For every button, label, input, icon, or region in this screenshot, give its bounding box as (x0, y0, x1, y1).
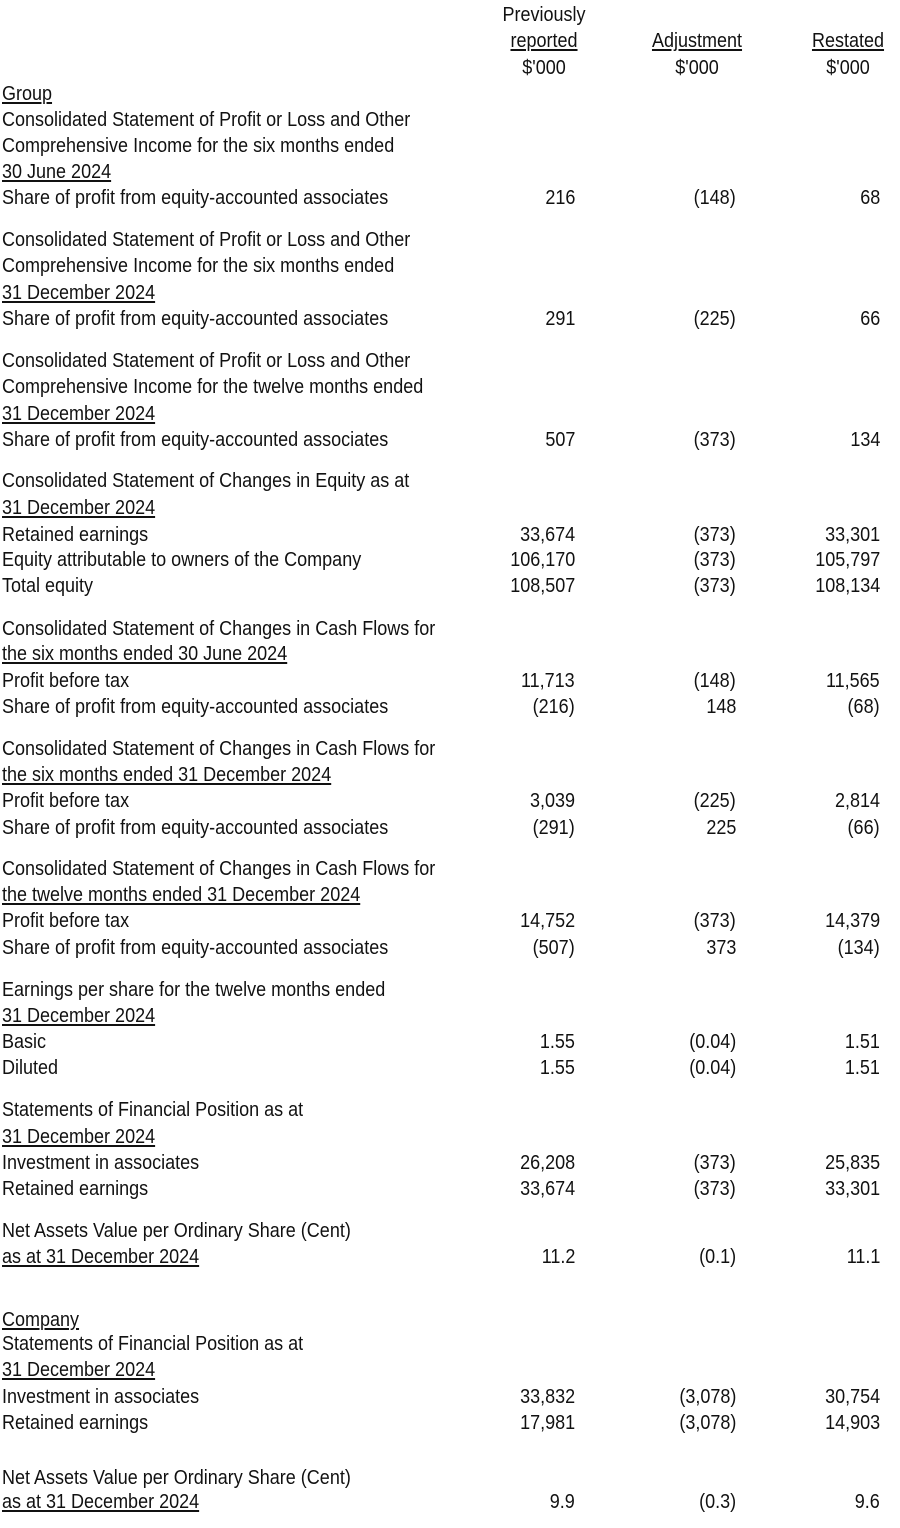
restated-value: 1.51 (844, 1031, 880, 1053)
previously-reported-value: 3,039 (529, 790, 575, 812)
row-label: Share of profit from equity-accounted associates (2, 429, 389, 451)
previously-reported-value: 14,752 (519, 910, 575, 932)
header-adjustment: Adjustment (651, 30, 743, 52)
adjustment-value: (225) (693, 790, 736, 812)
row-label: Share of profit from equity-accounted associates (2, 937, 389, 959)
row-label: Share of profit from equity-accounted associates (2, 696, 389, 718)
row-label: 31 December 2024 (2, 1126, 156, 1148)
adjustment-value: (373) (693, 429, 736, 451)
row-label: Consolidated Statement of Changes in Cash Flows for (2, 738, 436, 760)
header-restated: Restated (811, 30, 885, 52)
row-label: Consolidated Statement of Changes in Cash Flows for (2, 618, 436, 640)
adjustment-value: (148) (693, 670, 736, 692)
restated-value: 11.1 (846, 1246, 880, 1268)
previously-reported-value: 106,170 (509, 549, 575, 571)
previously-reported-value: (291) (532, 817, 575, 839)
adjustment-value: (0.04) (688, 1031, 736, 1053)
adjustment-value: (373) (693, 575, 736, 597)
row-label: Profit before tax (2, 910, 130, 932)
previously-reported-value: 33,674 (519, 1178, 575, 1200)
restated-value: 108,134 (814, 575, 880, 597)
restated-value: 2,814 (834, 790, 880, 812)
previously-reported-value: 11,713 (521, 670, 575, 692)
previously-reported-value: (507) (532, 937, 575, 959)
previously-reported-value: 33,832 (519, 1386, 575, 1408)
row-label: Profit before tax (2, 670, 130, 692)
previously-reported-value: (216) (532, 696, 575, 718)
row-label: Share of profit from equity-accounted associates (2, 817, 389, 839)
row-label: Group (2, 83, 53, 105)
adjustment-value: (0.3) (698, 1491, 736, 1513)
restated-value: 25,835 (824, 1152, 880, 1174)
restated-value: 14,903 (824, 1412, 880, 1434)
previously-reported-value: 216 (544, 187, 575, 209)
previously-reported-value: 33,674 (519, 524, 575, 546)
restated-value: 1.51 (844, 1057, 880, 1079)
row-label: Equity attributable to owners of the Company (2, 549, 362, 571)
row-label: Retained earnings (2, 524, 149, 546)
row-label: Share of profit from equity-accounted associates (2, 308, 389, 330)
row-label: Consolidated Statement of Profit or Loss and Other (2, 229, 411, 251)
row-label: Statements of Financial Position as at (2, 1333, 304, 1355)
row-label: Company (2, 1309, 80, 1331)
restated-value: 14,379 (824, 910, 880, 932)
restated-value: (66) (847, 817, 880, 839)
row-label: 31 December 2024 (2, 282, 156, 304)
row-label: the twelve months ended 31 December 2024 (2, 884, 361, 906)
previously-reported-value: 17,981 (519, 1412, 575, 1434)
row-label: Consolidated Statement of Changes in Equity as at (2, 470, 410, 492)
row-label: Consolidated Statement of Profit or Loss and Other (2, 350, 411, 372)
header-restated-unit: $'000 (826, 57, 870, 79)
row-label: 30 June 2024 (2, 161, 112, 183)
row-label: Net Assets Value per Ordinary Share (Cent) (2, 1220, 351, 1242)
adjustment-value: (373) (693, 1152, 736, 1174)
adjustment-value: (0.1) (698, 1246, 736, 1268)
restated-value: 33,301 (824, 1178, 880, 1200)
previously-reported-value: 26,208 (519, 1152, 575, 1174)
row-label: Consolidated Statement of Changes in Cash Flows for (2, 858, 436, 880)
row-label: Retained earnings (2, 1178, 149, 1200)
row-label: Comprehensive Income for the six months ended (2, 135, 395, 157)
adjustment-value: (373) (693, 910, 736, 932)
row-label: Earnings per share for the twelve months ended (2, 979, 386, 1001)
row-label: Statements of Financial Position as at (2, 1099, 304, 1121)
row-label: as at 31 December 2024 (2, 1246, 200, 1268)
row-label: Retained earnings (2, 1412, 149, 1434)
restated-value: 68 (859, 187, 880, 209)
row-label: Total equity (2, 575, 94, 597)
row-label: 31 December 2024 (2, 403, 156, 425)
row-label: the six months ended 31 December 2024 (2, 764, 332, 786)
adjustment-value: (225) (693, 308, 736, 330)
restated-value: 9.6 (854, 1491, 880, 1513)
row-label: 31 December 2024 (2, 1005, 156, 1027)
restated-value: 33,301 (824, 524, 880, 546)
adjustment-value: (373) (693, 524, 736, 546)
restated-value: (68) (847, 696, 880, 718)
row-label: the six months ended 30 June 2024 (2, 643, 288, 665)
adjustment-value: 148 (705, 696, 736, 718)
restated-value: 134 (849, 429, 880, 451)
row-label: Consolidated Statement of Profit or Loss and Other (2, 109, 411, 131)
header-adjustment-unit: $'000 (675, 57, 719, 79)
row-label: Investment in associates (2, 1152, 200, 1174)
row-label: as at 31 December 2024 (2, 1491, 200, 1513)
row-label: Comprehensive Income for the six months ended (2, 255, 395, 277)
header-reported: reported (510, 30, 578, 52)
adjustment-value: (148) (693, 187, 736, 209)
previously-reported-value: 507 (544, 429, 575, 451)
adjustment-value: (3,078) (678, 1412, 736, 1434)
row-label: Investment in associates (2, 1386, 200, 1408)
restated-value: 105,797 (814, 549, 880, 571)
previously-reported-value: 1.55 (539, 1057, 575, 1079)
row-label: Profit before tax (2, 790, 130, 812)
adjustment-value: 225 (705, 817, 736, 839)
row-label: Comprehensive Income for the twelve months ended (2, 376, 424, 398)
previously-reported-value: 108,507 (509, 575, 575, 597)
previously-reported-value: 9.9 (549, 1491, 575, 1513)
header-previously-unit: $'000 (522, 57, 566, 79)
adjustment-value: 373 (705, 937, 736, 959)
row-label: Basic (2, 1031, 47, 1053)
previously-reported-value: 11.2 (541, 1246, 575, 1268)
restated-value: 66 (859, 308, 880, 330)
row-label: 31 December 2024 (2, 1359, 156, 1381)
previously-reported-value: 1.55 (539, 1031, 575, 1053)
row-label: Diluted (2, 1057, 59, 1079)
adjustment-value: (373) (693, 1178, 736, 1200)
restated-value: 30,754 (824, 1386, 880, 1408)
row-label: Net Assets Value per Ordinary Share (Cent) (2, 1467, 351, 1489)
adjustment-value: (3,078) (678, 1386, 736, 1408)
previously-reported-value: 291 (544, 308, 575, 330)
row-label: 31 December 2024 (2, 497, 156, 519)
adjustment-value: (373) (693, 549, 736, 571)
header-previously: Previously (502, 4, 586, 26)
restated-value: 11,565 (826, 670, 880, 692)
restated-value: (134) (837, 937, 880, 959)
row-label: Share of profit from equity-accounted associates (2, 187, 389, 209)
adjustment-value: (0.04) (688, 1057, 736, 1079)
